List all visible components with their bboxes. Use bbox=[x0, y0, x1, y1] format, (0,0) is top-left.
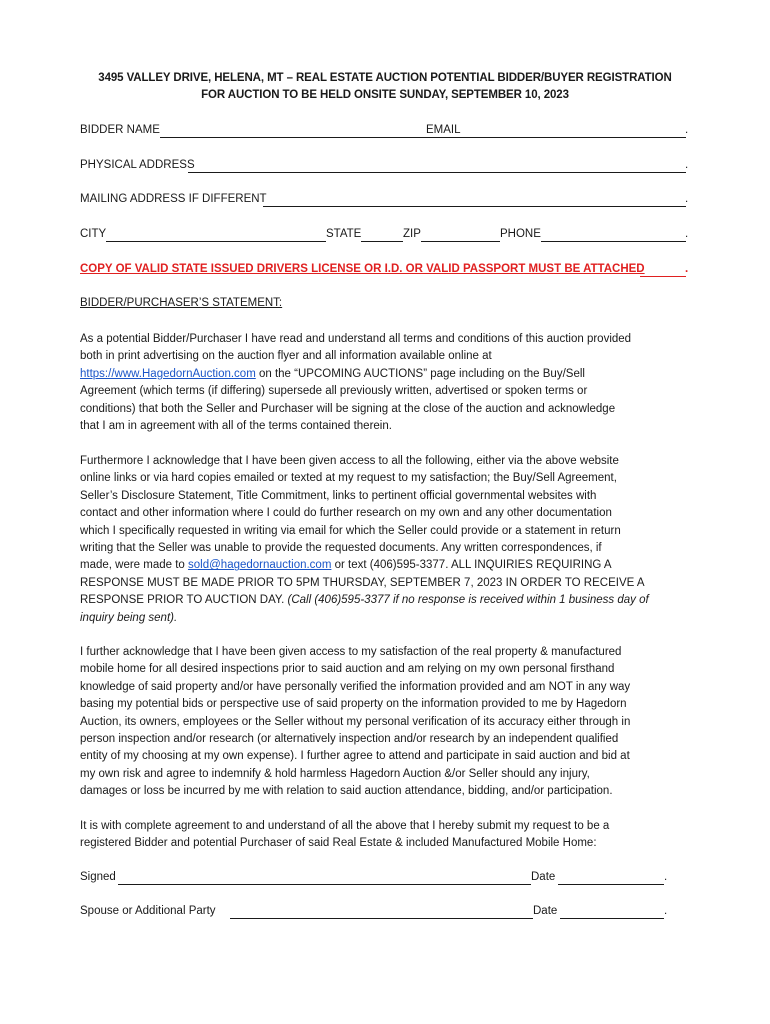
italic-note: (Call (406)595-3377 if no response is received within 1 business day of bbox=[287, 594, 649, 607]
paragraph-line: online links or via hard copies emailed or texted at my request to my satisfaction; the Buy/Sell Agreement, bbox=[80, 472, 617, 485]
paragraph-line bbox=[80, 557, 696, 574]
page-title bbox=[60, 70, 710, 104]
paragraph-line: Furthermore I acknowledge that I have been given access to all the following, either via the above website bbox=[80, 455, 619, 467]
physical-address-label: PHYSICAL ADDRESS bbox=[80, 159, 195, 171]
zip-label: ZIP bbox=[403, 228, 421, 240]
signature-field[interactable] bbox=[118, 884, 531, 885]
id-requirement-notice bbox=[80, 263, 690, 279]
paragraph-line: mobile home for all desired inspections prior to said auction and am relying on my own personal firsthand bbox=[80, 663, 615, 676]
paragraph-line bbox=[80, 366, 696, 383]
paragraph-text: or text (406)595-3377. ALL INQUIRIES REQUIRING A bbox=[331, 559, 612, 572]
line-end-period: . bbox=[664, 871, 668, 883]
bidder-name-label: BIDDER NAME bbox=[80, 124, 160, 136]
spouse-date-field[interactable] bbox=[560, 918, 664, 919]
line-end-period: . bbox=[685, 263, 689, 275]
paragraph-line: contact and other information where I could do further research on my own and any other documentation bbox=[80, 507, 612, 520]
line-end-period: . bbox=[685, 124, 689, 136]
date-label: Date bbox=[531, 871, 556, 883]
state-field[interactable] bbox=[361, 241, 403, 242]
id-notice-underline bbox=[640, 276, 686, 277]
signature-date-field[interactable] bbox=[558, 884, 664, 885]
phone-label: PHONE bbox=[500, 228, 541, 240]
line-end-period: . bbox=[685, 228, 689, 240]
email-field[interactable] bbox=[463, 137, 686, 138]
paragraph-line: conditions) that both the Seller and Purchaser will be signing at the close of the auction and acknowledge bbox=[80, 402, 616, 415]
paragraph-line: Seller’s Disclosure Statement, Title Commitment, links to pertinent official governmental websites with bbox=[80, 489, 597, 502]
paragraph-line: both in print advertising on the auction flyer and all information available online at bbox=[80, 350, 492, 363]
bidder-name-email-row bbox=[80, 124, 690, 140]
statement-heading: BIDDER/PURCHASER’S STATEMENT: bbox=[80, 297, 283, 309]
paragraph-line: I further acknowledge that I have been given access to my satisfaction of the real property & manufactured bbox=[80, 646, 622, 658]
paragraph-line: damages or loss be incurred by me with relation to said auction attendance, bidding, and/or participation. bbox=[80, 785, 613, 798]
signature-row bbox=[80, 871, 670, 887]
email-link[interactable]: sold@hagedornauction.com bbox=[188, 559, 332, 572]
paragraph-text: made, were made to bbox=[80, 559, 189, 572]
line-end-period: . bbox=[664, 905, 668, 917]
physical-address-field[interactable] bbox=[188, 172, 686, 173]
physical-address-row bbox=[80, 159, 690, 175]
paragraph-line: knowledge of said property and/or have personally verified the information provided and am NOT in any way bbox=[80, 680, 631, 693]
paragraph-text: RESPONSE PRIOR TO AUCTION DAY. bbox=[80, 594, 288, 607]
paragraph-line bbox=[80, 592, 696, 609]
city-label: CITY bbox=[80, 228, 107, 240]
signed-label: Signed bbox=[80, 871, 116, 883]
agreement-paragraph bbox=[80, 818, 696, 853]
spouse-signature-row bbox=[80, 905, 670, 921]
paragraph-line: Auction, its owners, employees or the Seller without my personal verification of its accuracy either through in bbox=[80, 715, 631, 728]
paragraph-line: entity of my choosing at my own expense). I further agree to attend and participate in said auction and bid at bbox=[80, 750, 630, 763]
paragraph-line: RESPONSE MUST BE MADE PRIOR TO 5PM THURSDAY, SEPTEMBER 7, 2023 IN ORDER TO RECEIVE A bbox=[80, 576, 645, 589]
line-end-period: . bbox=[685, 159, 689, 171]
spouse-signature-field[interactable] bbox=[230, 918, 533, 919]
email-label: EMAIL bbox=[426, 124, 461, 136]
zip-field[interactable] bbox=[421, 241, 500, 242]
paragraph-text: on the “UPCOMING AUCTIONS” page including on the Buy/Sell bbox=[255, 367, 585, 380]
mailing-address-field[interactable] bbox=[263, 206, 686, 207]
paragraph-line: writing that the Seller was unable to provide the requested documents. Any written correspondences, if bbox=[80, 542, 602, 555]
date-label: Date bbox=[533, 905, 558, 917]
paragraph-line: Agreement (which terms (if differing) supersede all previously written, advertised or spoken terms or bbox=[80, 385, 588, 398]
city-field[interactable] bbox=[106, 241, 326, 242]
paragraph-line: my own risk and agree to indemnify & hold harmless Hagedorn Auction &/or Seller should any injury, bbox=[80, 767, 590, 780]
title-line-2: FOR AUCTION TO BE HELD ONSITE SUNDAY, SEPTEMBER 10, 2023 bbox=[201, 89, 569, 101]
paragraph-line: registered Bidder and potential Purchaser of said Real Estate & included Manufactured Mobile Home: bbox=[80, 837, 597, 850]
access-acknowledgement-paragraph bbox=[80, 453, 696, 627]
phone-field[interactable] bbox=[541, 241, 686, 242]
paragraph-line: which I specifically requested in writing via email for which the Seller could provide or a statement in return bbox=[80, 524, 621, 537]
title-line-1: 3495 VALLEY DRIVE, HELENA, MT – REAL ESTATE AUCTION POTENTIAL BIDDER/BUYER REGISTRATION bbox=[98, 72, 672, 84]
mailing-address-label: MAILING ADDRESS IF DIFFERENT bbox=[80, 193, 267, 205]
city-state-zip-phone-row bbox=[80, 228, 690, 244]
paragraph-line: that I am in agreement with all of the terms contained therein. bbox=[80, 420, 392, 433]
id-notice-text: COPY OF VALID STATE ISSUED DRIVERS LICENSE OR I.D. OR VALID PASSPORT MUST BE ATTACHED bbox=[80, 263, 645, 275]
terms-paragraph bbox=[80, 331, 696, 435]
inspection-paragraph bbox=[80, 644, 696, 801]
italic-note: inquiry being sent). bbox=[80, 611, 178, 624]
line-end-period: . bbox=[685, 193, 689, 205]
paragraph-line: It is with complete agreement to and understand of all the above that I hereby submit my request to be a bbox=[80, 820, 610, 832]
mailing-address-row bbox=[80, 193, 690, 209]
paragraph-line: As a potential Bidder/Purchaser I have read and understand all terms and conditions of this auction provided bbox=[80, 333, 632, 345]
paragraph-line: person inspection and/or research (or alternatively inspection and/or research by an independent qualified bbox=[80, 733, 619, 746]
state-label: STATE bbox=[326, 228, 362, 240]
spouse-label: Spouse or Additional Party bbox=[80, 905, 216, 917]
bidder-name-field[interactable] bbox=[160, 137, 500, 138]
paragraph-line: basing my potential bids or perspective use of said property on the information provided to me by Hagedorn bbox=[80, 698, 627, 711]
website-link[interactable]: https://www.HagedornAuction.com bbox=[80, 367, 256, 380]
